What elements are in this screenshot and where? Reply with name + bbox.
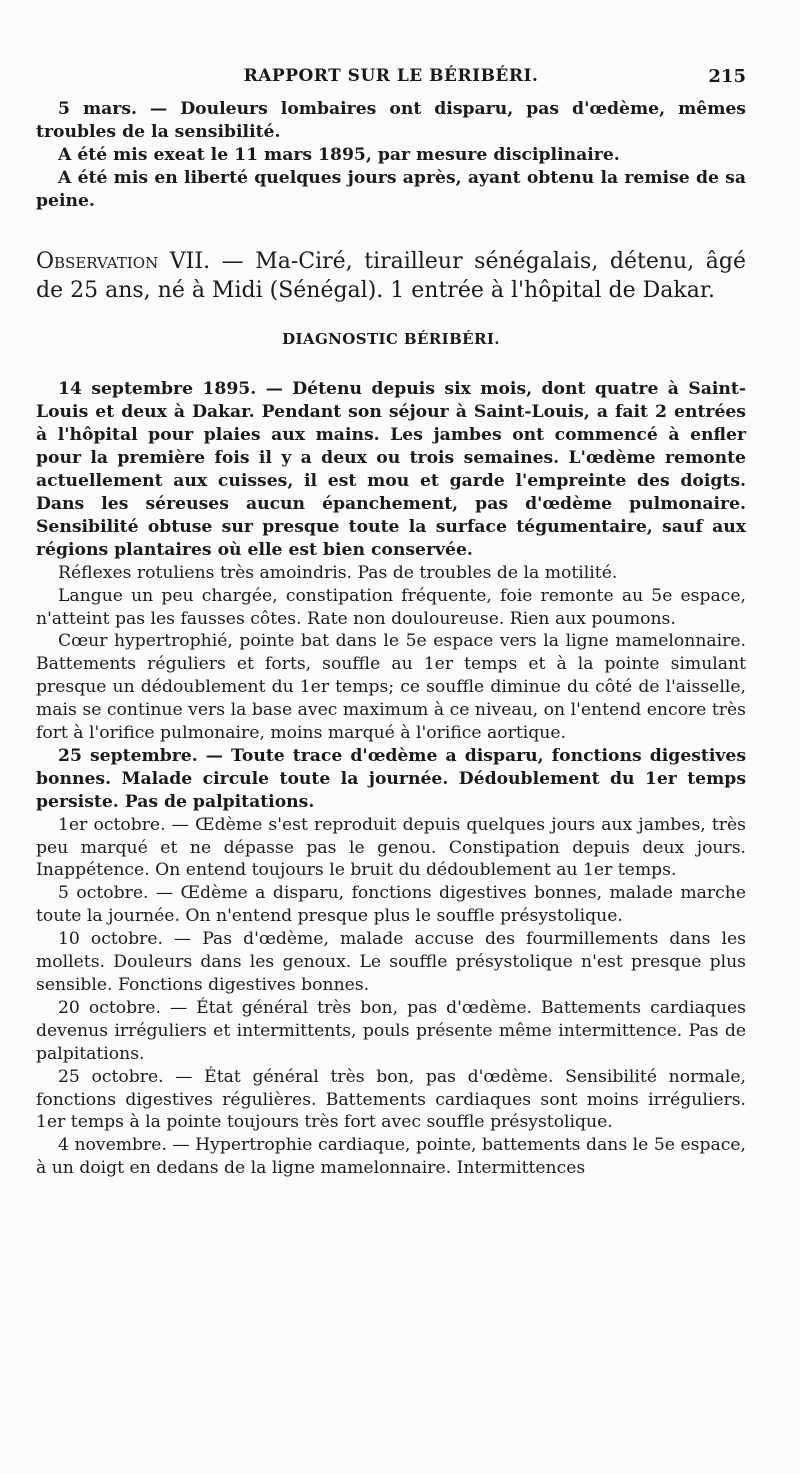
paragraph-5-mars: 5 mars. — Douleurs lombaires ont disparu, pas d'œdème, mêmes troubles de la sensibilité. (36, 99, 746, 142)
entry-25-octobre: 25 octobre. — État général très bon, pas d'œdème. Sensibilité normale, fonctions digestives régulières. Battements cardiaques sont moins irréguliers. 1er temps à la pointe toujours très fort avec souffle présystolique. (36, 1066, 746, 1133)
observation-label: Observation VII. (36, 248, 211, 274)
entry-reflexes: Réflexes rotuliens très amoindris. Pas de troubles de la motilité. (58, 562, 618, 583)
entry-coeur: Cœur hypertrophié, pointe bat dans le 5e espace vers la ligne mamelonnaire. Battements réguliers et forts, souffle au 1er temps et à la pointe simulant presque un dédoublement du 1er temps; ce souffle diminue du côté de l'aisselle, mais se continue vers la base avec maximum à ce niveau, on l'entend encore très fort à l'orifice pulmonaire, moins marqué à l'orifice aortique. (36, 631, 746, 744)
diagnosis-heading: DIAGNOSTIC BÉRIBÉRI. (282, 329, 500, 348)
paragraph-liberte: A été mis en liberté quelques jours après, ayant obtenu la remise de sa peine. (36, 167, 746, 211)
entry-1-octobre: 1er octobre. — Œdème s'est reproduit depuis quelques jours aux jambes, très peu marqué et ne dépasse pas le genou. Constipation depuis deux jours. Inappétence. On entend toujours le bruit du dédoublement au 1er temps. (36, 814, 746, 881)
entry-5-octobre: 5 octobre. — Œdème a disparu, fonctions digestives bonnes, malade marche toute la journée. On n'entend presque plus le souffle présystolique. (36, 883, 746, 927)
entry-10-octobre: 10 octobre. — Pas d'œdème, malade accuse des fourmillements dans les mollets. Douleurs dans les genoux. Le souffle présystolique n'est presque plus sensible. Fonctions digestives bonnes. (36, 929, 746, 995)
observation-title (36, 247, 746, 305)
page-number: 215 (708, 66, 746, 87)
entry-20-octobre: 20 octobre. — État général très bon, pas d'œdème. Battements cardiaques devenus irréguliers et intermittents, pouls présente même intermittence. Pas de palpitations. (36, 997, 746, 1064)
entry-langue: Langue un peu chargée, constipation fréquente, foie remonte au 5e espace, n'atteint pas les fausses côtes. Rate non douloureuse. Rien aux poumons. (36, 585, 746, 629)
entry-4-novembre: 4 novembre. — Hypertrophie cardiaque, pointe, battements dans le 5e espace, à un doigt en dedans de la ligne mamelonnaire. Intermittences (36, 1135, 746, 1179)
entry-25-septembre: 25 septembre. — Toute trace d'œdème a disparu, fonctions digestives bonnes. Malade circule toute la journée. Dédoublement du 1er temps persiste. Pas de palpitations. (36, 745, 746, 812)
running-head: RAPPORT SUR LE BÉRIBÉRI. (243, 66, 539, 86)
observation-text: — Ma-Ciré, tirailleur sénégalais, détenu, âgé de 25 ans, né à Midi (Sénégal). 1 entrée à l'hôpital de Dakar. (36, 248, 746, 303)
body-text (36, 98, 746, 1180)
page-header (36, 60, 746, 90)
paragraph-exeat: A été mis exeat le 11 mars 1895, par mesure disciplinaire. (58, 144, 620, 165)
entry-14-septembre: 14 septembre 1895. — Détenu depuis six mois, dont quatre à Saint-Louis et deux à Dakar. Pendant son séjour à Saint-Louis, a fait 2 entrées à l'hôpital pour plaies aux mains. Les jambes ont commencé à enfler pour la première fois il y a deux ou trois semaines. L'œdème remonte actuellement aux cuisses, il est mou et garde l'empreinte des doigts. Dans les séreuses aucun épanchement, pas d'œdème pulmonaire. Sensibilité obtuse sur presque toute la surface tégumentaire, sauf aux régions plantaires où elle est bien conservée. (36, 379, 746, 560)
